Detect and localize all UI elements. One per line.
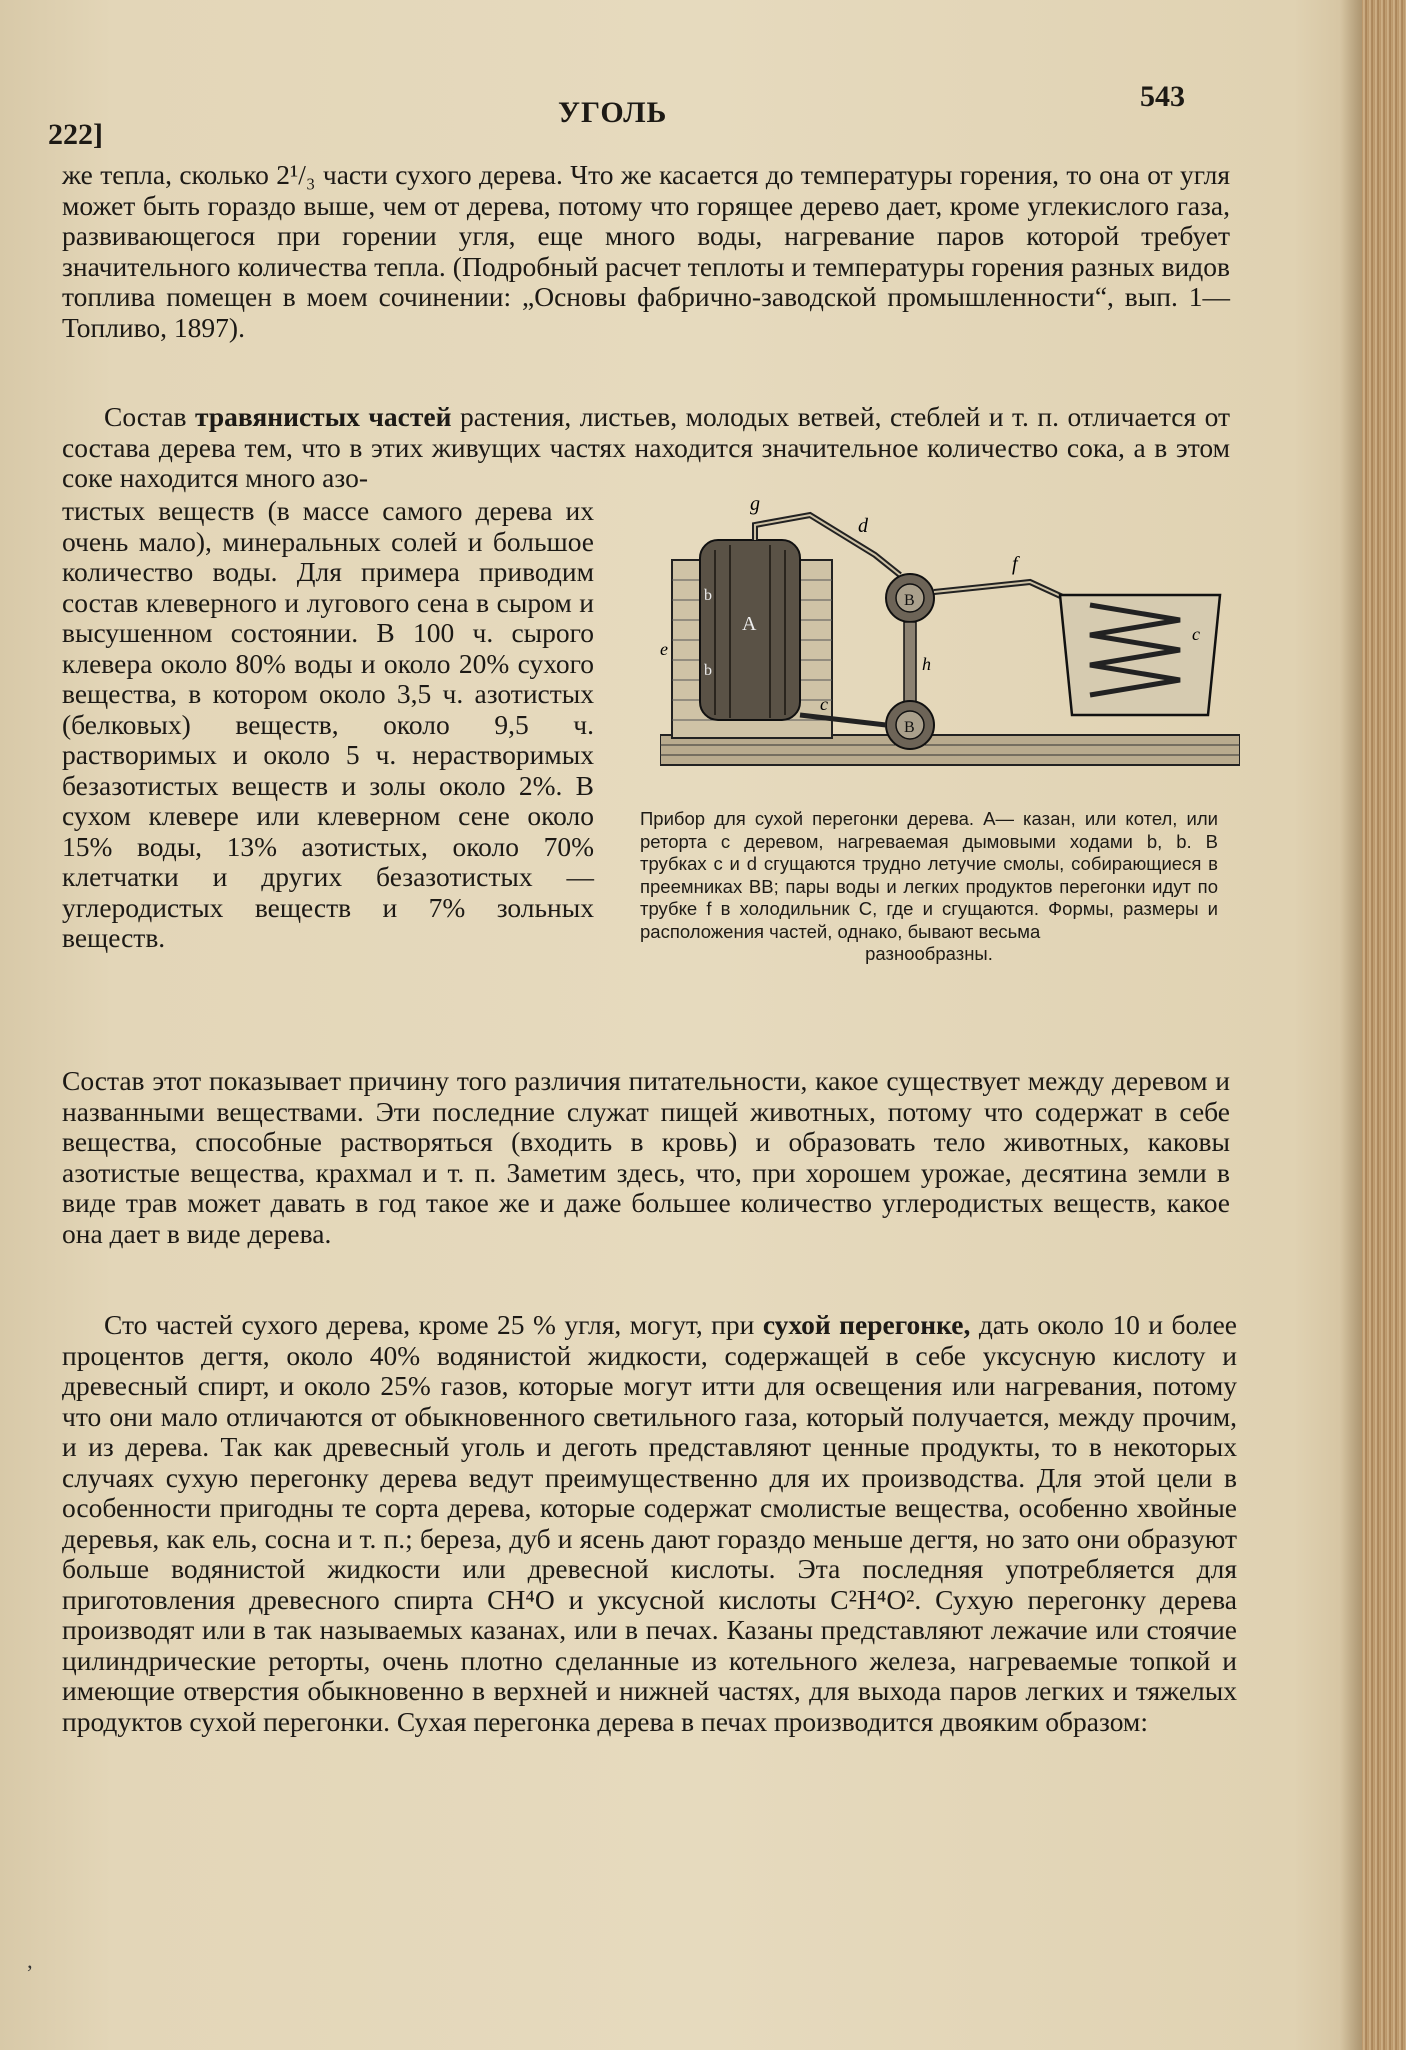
paragraph-1-text: же тепла, сколько 2¹/₃ части сухого дерева. Что же касается до температуры горения, то она от угля может быть гораздо выше, чем от дерева, потому что горящее дерево дает, кроме углекислого газа, развивающегося при горении угля, еще много воды, нагревание паров которой требует значительного количества тепла. (Подробный расчет теплоты и температуры горения разных видов топлива помещен в моем сочинении: „Основы фабрично-заводской промышленности“, вып. 1—Топливо, 1897). [62,159,1230,343]
section-number: 222] [48,118,103,151]
left-column-paragraph: тистых веществ (в массе самого дерева их очень мало), минеральных солей и большое количество воды. Для примера приводим состав клеверного и лугового сена в сыром и высушенном состоянии. В 100 ч. сырого клевера около 80% воды и около 20% сухого вещества, в котором около 3,5 ч. азотистых (белковых) веществ, около 9,5 ч. растворимых и около 5 ч. нерастворимых безазотистых веществ и золы около 2%. В сухом клевере или клеверном сене около 15% воды, 13% азотистых, около 70% клетчатки и других безазотистых — углеродистых веществ и 7% зольных веществ. [62,495,594,953]
after-figure-text: Состав этот показывает причину того различия питательности, какое существует между деревом и названными веществами. Эти последние служат пищей животных, потому что содержат в себе вещества, способные растворяться (входить в кровь) и образовать тело животных, каковы азотистые вещества, крахмал и т. п. Заметим здесь, что, при хорошем урожае, десятина земли в виде трав может давать в год такое же и даже большее количество углеродистых веществ, какое она дает в виде дерева. [62,1065,1230,1249]
figure-caption-text: Прибор для сухой перегонки дерева. A— казан, или котел, или реторта с деревом, нагреваемая дымовыми ходами b, b. В трубках c и d сгущаются трудно летучие смолы, собирающиеся в преемниках BB; пары воды и легких продуктов перегонки идут по трубке f в холодильник C, где и сгущаются. Формы, размеры и расположения частей, однако, бывают весьма [640,808,1218,942]
label-A: A [742,613,757,635]
page-edges [1362,0,1406,2050]
figure-caption-last-line: разнообразны. [865,943,993,964]
left-column-text [62,496,594,954]
paragraph-2-rest: растения, листьев, молодых ветвей, стеблей и т. п. отличается от состава дерева тем, что в этих живущих частях находится значительное количество сока, а в этом соке находится много азо- [62,401,1230,493]
paragraph-2-start: Состав [104,401,196,432]
label-b-1: b [704,587,712,604]
label-e: e [660,639,668,659]
label-d: d [858,515,868,537]
paragraph-3 [62,1310,1237,1737]
label-c-2: c [1192,624,1200,644]
label-b-2: b [704,662,712,679]
label-c-1: c [820,694,828,714]
page-gutter-shadow [1340,0,1364,2050]
label-g: g [750,500,760,515]
running-title: УГОЛЬ [558,96,668,129]
paragraph-3-start: Сто частей сухого дерева, кроме 25 % угля, могут, при [104,1309,763,1340]
page-number: 543 [1140,80,1185,113]
paragraph-2 [62,402,1230,494]
label-f: f [1012,553,1018,575]
paragraph-after-figure [62,1066,1230,1249]
paragraph-3-rest: дать около 10 и более процентов дегтя, около 40% водянистой жидкости, содержащей в себе уксусную кислоту и древесный спирт, и около 25% газов, которые могут итти для освещения или нагревания, потому что они мало отличаются от обыкновенного светильного газа, который получается, между прочим, и из дерева. Так как древесный уголь и деготь представляют ценные продукты, то в некоторых случаях сухую перегонку дерева ведут преимущественно для их производства. Для этой цели в особенности пригодны те сорта дерева, которые содержат смолистые вещества, особенно хвойные деревья, как ель, сосна и т. п.; береза, дуб и ясень дают гораздо меньше дегтя, но зато они образуют больше водянистой жидкости или древесной кислоты. Эта последняя употребляется для приготовления древесного спирта CH⁴O и уксусной кислоты C²H⁴O². Сухую перегонку дерева производят или в так называемых казанах, или в печах. Казаны представляют лежачие или стоячие цилиндрические реторты, очень плотно сделанные из котельного железа, нагреваемые топкой и имеющие отверстия обыкновенно в верхней и нижней частях, для выхода паров легких и тяжелых продуктов сухой перегонки. Сухая перегонка дерева в печах производится двояким образом: [62,1309,1237,1737]
distillation-apparatus-figure [660,500,1240,800]
paragraph-2-bold-term: травянистых частей [195,401,452,432]
paragraph-1 [62,160,1230,343]
figure-caption [640,808,1218,966]
label-B-1: B [904,592,915,609]
label-B-2: B [904,719,915,736]
label-h: h [922,654,931,674]
paragraph-3-bold-term: сухой перегонке, [762,1309,971,1340]
page-mark: ’ [26,1960,34,1985]
